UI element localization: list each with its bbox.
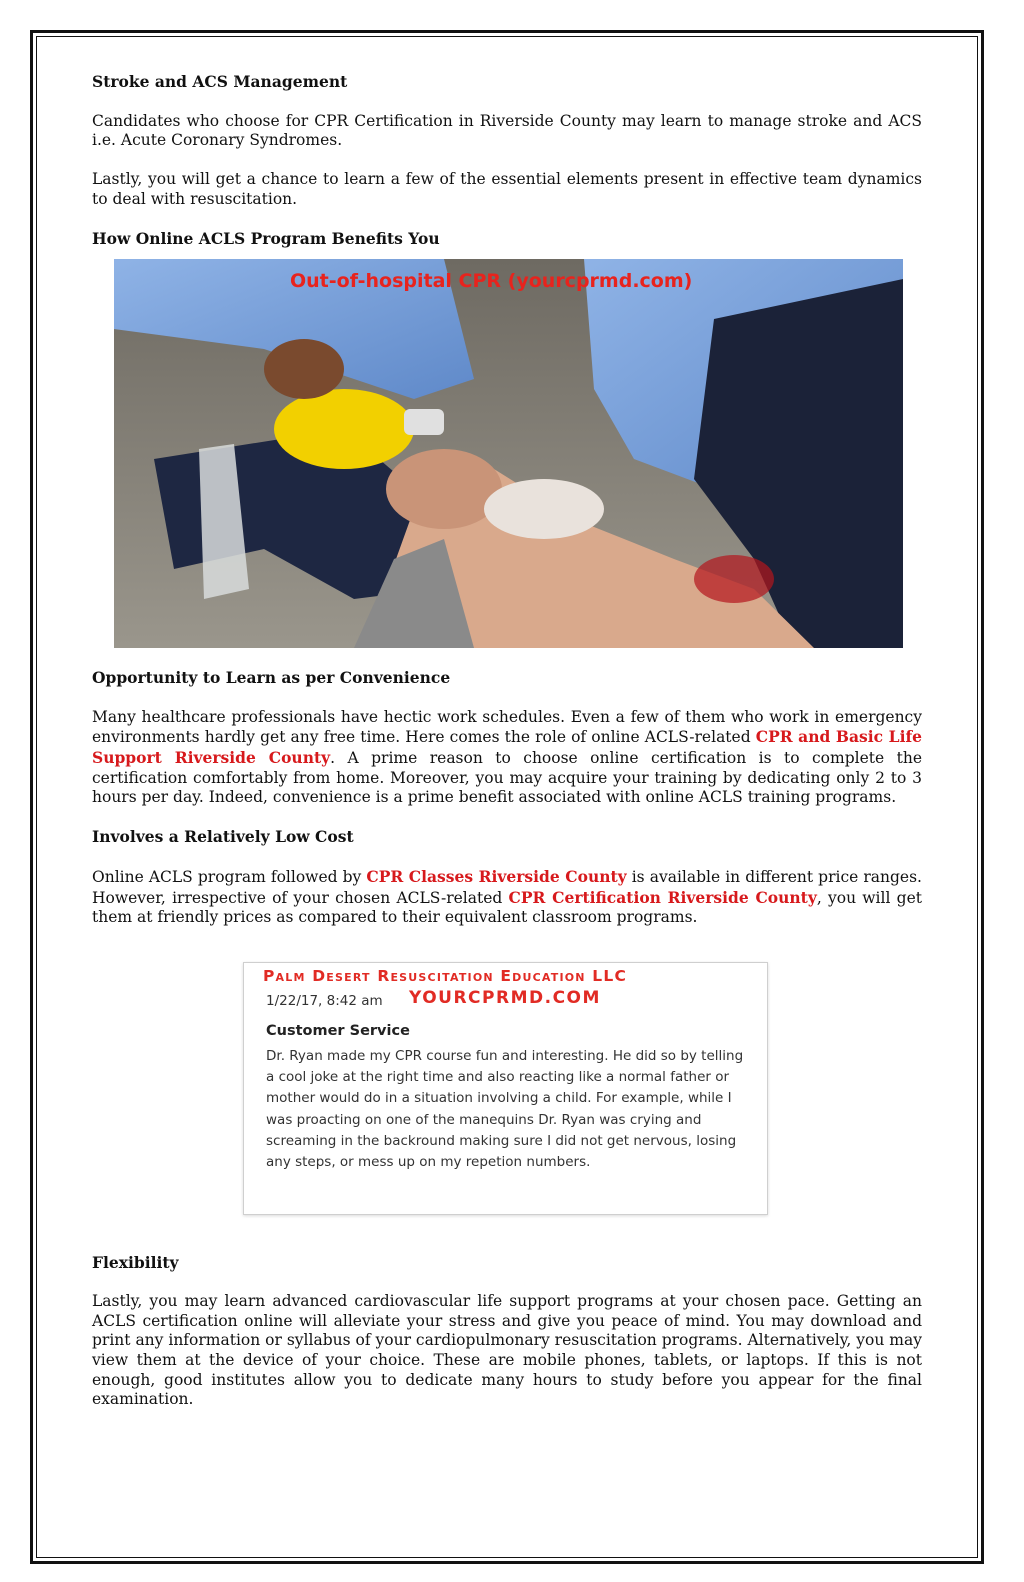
heading-benefits: How Online ACLS Program Benefits You	[92, 229, 440, 249]
link-cpr-classes-riverside[interactable]: CPR Classes Riverside County	[366, 866, 627, 886]
review-card	[243, 962, 768, 1215]
paragraph-stroke-2: Lastly, you will get a chance to learn a few of the essential elements present in effective team dynamics to deal with resuscitation.	[92, 170, 922, 208]
cpr-photo	[114, 259, 903, 648]
paragraph-flexibility: Lastly, you may learn advanced cardiovascular life support programs at your chosen pace. Getting an ACLS certification online will alleviate your stress and give you peace of mind. You may download and print any information or syllabus of your cardiopulmonary resuscitation programs. Alternatively, you may view them at the device of your choice. These are mobile phones, tablets, or laptops. If this is not enough, good institutes allow you to dedicate many hours to study before you appear for the final examination.	[92, 1292, 922, 1409]
review-heading: Customer Service	[266, 1022, 410, 1039]
review-body: Dr. Ryan made my CPR course fun and interesting. He did so by telling a cool joke at the right time and also reacting like a normal father or mother would do in a situation involving a child. For example, while I was proacting on one of the manequins Dr. Ryan was crying and screaming in the backround making sure I did not get nervous, losing any steps, or mess up on my repetion numbers.	[266, 1047, 744, 1171]
link-cpr-bls-riverside[interactable]: CPR and Basic Life Support Riverside County	[92, 727, 922, 767]
paragraph-stroke-1: Candidates who choose for CPR Certification in Riverside County may learn to manage stroke and ACS i.e. Acute Coronary Syndromes.	[92, 111, 922, 150]
link-cpr-certification-riverside[interactable]: CPR Certification Riverside County	[508, 887, 817, 907]
paragraph-cost	[92, 867, 922, 928]
review-site: YOURCPRMD.COM	[409, 987, 601, 1008]
paragraph-convenience	[92, 708, 922, 808]
cpr-photo-illustration	[114, 259, 903, 648]
photo-caption: Out-of-hospital CPR (yourcprmd.com)	[290, 270, 693, 293]
review-company: Palm Desert Resuscitation Education LLC	[263, 966, 628, 985]
convenience-text-2: . A prime reason to choose online certification is to complete the certification comfortably from home. Moreover, you may acquire your training by dedicating only 2 to 3 hours per day. Indeed, convenience is a prime benefit associated with online ACLS training programs.	[92, 748, 922, 807]
review-date: 1/22/17, 8:42 am	[266, 992, 383, 1009]
document-body	[92, 72, 922, 1410]
heading-stroke: Stroke and ACS Management	[92, 72, 348, 91]
cost-text-1: Online ACLS program followed by	[92, 867, 367, 886]
cost-text-3: , you will get them at friendly prices as compared to their equivalent classroom programs.	[92, 888, 922, 927]
heading-flexibility: Flexibility	[92, 1252, 179, 1272]
heading-convenience: Opportunity to Learn as per Convenience	[92, 668, 451, 688]
cost-text-2: is available in different price ranges. However, irrespective of your chosen ACLS-related	[92, 867, 922, 907]
heading-cost: Involves a Relatively Low Cost	[92, 827, 354, 847]
convenience-text-1: Many healthcare professionals have hectic work schedules. Even a few of them who work in emergency environments hardly get any free time. Here comes the role of online ACLS-related	[92, 707, 922, 747]
